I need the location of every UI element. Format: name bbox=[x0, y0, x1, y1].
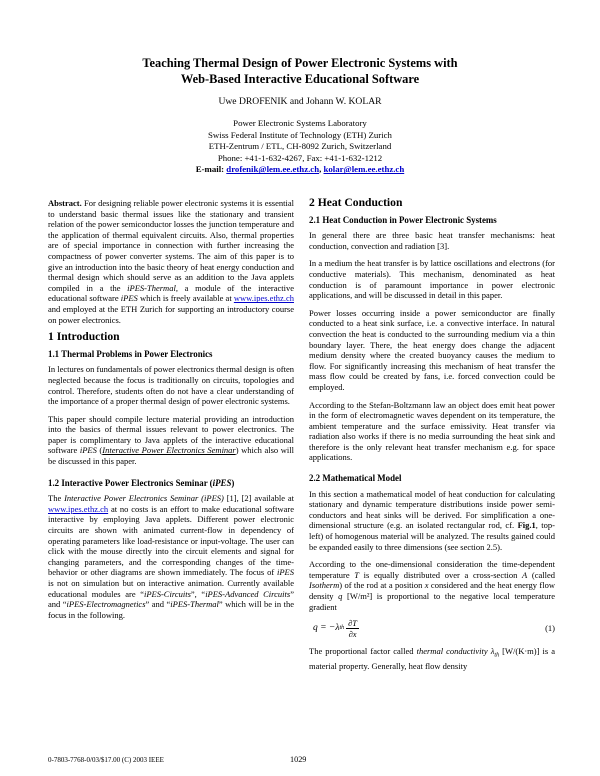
email-line bbox=[0, 164, 600, 176]
s1-p3-j: ” and “ bbox=[48, 588, 294, 610]
s2-p6-a: According to the one-dimensional consideration the time-dependent temperature bbox=[309, 559, 555, 580]
s1-p3-g: iPES-Circuits bbox=[143, 588, 191, 599]
section-1-2-heading bbox=[48, 478, 294, 489]
s2-p5-b: , top-left) of homogenous material will be analyzed. The results gained could be expanded easily to three dimensions (see section 2.5). bbox=[309, 520, 555, 552]
abstract-label: Abstract. bbox=[48, 198, 82, 208]
s2-p6-c: (called bbox=[527, 569, 555, 580]
abstract-text-5: which is freely available at bbox=[137, 293, 234, 304]
s2-paragraph-5 bbox=[309, 489, 555, 553]
s1-p3-h: ”, “ bbox=[190, 588, 206, 599]
section-2-1-heading: 2.1 Heat Conduction in Power Electronic Systems bbox=[309, 214, 497, 225]
s12-heading-a: 1.2 Interactive Power Electronics Seminar ( bbox=[48, 477, 213, 488]
abstract-ipes: iPES bbox=[120, 293, 138, 304]
email-link-drofenik[interactable]: drofenik@lem.ee.ethz.ch bbox=[226, 164, 320, 175]
section-2-heading: 2 Heat Conduction bbox=[309, 196, 403, 209]
authors: Uwe DROFENIK and Johann W. KOLAR bbox=[218, 96, 382, 107]
s1-p3-ipes-link[interactable]: www.ipes.ethz.ch bbox=[48, 503, 109, 514]
s1-p3-c: [1], [2] available at bbox=[223, 493, 294, 504]
abstract-text-6: and employed at the ETH Zurich for supporting an introductory course on power electronics. bbox=[48, 303, 294, 325]
s2-p6-A: A bbox=[522, 569, 528, 580]
equation-1-tag: (1) bbox=[545, 622, 555, 633]
title-line-2: Web-Based Interactive Educational Software bbox=[180, 72, 420, 86]
s1-paragraph-1: In lectures on fundamentals of power electronics thermal design is often neglected because the focus is traditionally on circuits, topologies and control. Therefore, students often do not have a clear understanding of the importance of a proper thermal design of power electronic systems. bbox=[48, 364, 294, 407]
abstract bbox=[48, 198, 294, 325]
s1-p2-seminar: Interactive Power Electronics Seminar bbox=[102, 445, 236, 456]
right-column bbox=[309, 198, 555, 679]
s1-p3-b: Interactive Power Electronics Seminar (iPES) bbox=[64, 493, 224, 504]
s2-p6-isotherm: Isotherm bbox=[309, 580, 340, 591]
s1-p3-d: at no costs is an effort to make educational software interactive by employing Java applets. Different power electronic circuits are shown with animated current-flow in dependency of operating parameters like load-resistance or input-voltage. The user can click with the mouse directly into the circuit elements and signal for changing parameters, and the corresponding changes of the time-behavior or other diagrams are shown immediately. The focus of bbox=[48, 503, 294, 578]
email-link-kolar[interactable]: kolar@lem.ee.ethz.ch bbox=[323, 164, 405, 175]
s1-p3-l: ” and “ bbox=[145, 599, 171, 610]
affil-line-2: Swiss Federal Institute of Technology (ETH) Zurich bbox=[208, 129, 392, 140]
eq-lhs: q = −λ bbox=[313, 622, 340, 633]
affiliation bbox=[0, 118, 600, 176]
eq-fraction bbox=[346, 618, 359, 639]
affil-line-1: Power Electronic Systems Laboratory bbox=[233, 118, 367, 128]
s2-paragraph-1: In general there are three basic heat transfer mechanisms: heat conduction, convection and radiation [3]. bbox=[309, 230, 555, 251]
email-separator: , bbox=[319, 164, 322, 175]
title-line-1: Teaching Thermal Design of Power Electronic Systems with bbox=[142, 56, 458, 70]
s1-p3-m: iPES-Thermal bbox=[170, 599, 219, 610]
s2-p6-d: ) of the rod at a position bbox=[339, 580, 425, 591]
s2-p7-b: thermal conductivity λ bbox=[416, 646, 495, 657]
s2-paragraph-7 bbox=[309, 646, 555, 672]
affil-line-3: ETH-Zentrum / ETL, CH-8092 Zurich, Switzerland bbox=[208, 141, 392, 152]
left-column bbox=[48, 198, 294, 627]
s1-p2-paren: ( bbox=[96, 445, 103, 456]
eq-numerator: ∂T bbox=[348, 617, 358, 628]
s12-heading-c: ) bbox=[231, 477, 235, 488]
s2-p6-e: considered and the heat energy flow density bbox=[309, 580, 555, 601]
affil-line-4: Phone: +41-1-632-4267, Fax: +41-1-632-1212 bbox=[217, 152, 383, 163]
s1-p3-f: is not on simulation but on interactive animation. Currently available educational modules are “ bbox=[48, 578, 294, 599]
section-2-2-heading: 2.2 Mathematical Model bbox=[309, 473, 402, 484]
eq-denominator: ∂x bbox=[348, 628, 357, 639]
section-1-heading: 1 Introduction bbox=[48, 330, 120, 344]
s2-paragraph-2: In a medium the heat transfer is by lattice oscillations and electrons (for conductive materials). This mechanism, denominated as heat conduction is of paramount importance in power electronic applications, and will be discussed in detail in this paper. bbox=[309, 258, 555, 301]
s1-p2-text-a: This paper should compile lecture material providing an introduction into the basics of thermal issues relevant to power electronics. The paper is complimentary to Java applets of the interactive educational software bbox=[48, 413, 294, 456]
s1-paragraph-3 bbox=[48, 493, 294, 620]
s2-p6-T: T bbox=[354, 569, 359, 580]
footer-copyright: 0-7803-7768-0/03/$17.00 (C) 2003 IEEE bbox=[48, 756, 164, 764]
s2-p7-c: th bbox=[494, 652, 500, 659]
s1-p3-n: ” which will be in the focus in the following. bbox=[48, 599, 294, 620]
s2-p6-q: q bbox=[338, 591, 343, 601]
s1-p2-text-e: ) which also will be discussed in this paper. bbox=[48, 445, 294, 467]
s2-p7-a: The proportional factor called bbox=[309, 646, 417, 657]
equation-1 bbox=[309, 616, 555, 640]
eq-sub: th bbox=[339, 624, 345, 631]
s2-paragraph-4: According to the Stefan-Boltzmann law an object does emit heat power in the form of electromagnetic waves dependent on its temperature, the ambient temperature and the surface emissivity. Heat transfer via radiation also works if there is no media surrounding the heat sink and therefore is the only relevant heat transfer mechanism e.g. for space applications. bbox=[309, 399, 555, 463]
abstract-text-3: , a module of the interactive educational software bbox=[48, 282, 294, 304]
s1-p3-a: The bbox=[48, 493, 65, 504]
s1-p3-e: iPES bbox=[277, 567, 294, 578]
section-1-1-heading: 1.1 Thermal Problems in Power Electronics bbox=[48, 348, 213, 359]
s2-paragraph-3: Power losses occurring inside a power semiconductor are finally conducted to a heat sink surface, i.e. a convective interface. In natural convection the heat is conducted to the surrounding medium via a thin boundary layer. There, the heat energy does change the adjacent medium density where the created buoyancy causes the medium to flow. For significantly increasing this mechanism of heat transfer the mass flow could be created by fans, i.e. forced convection could be employed. bbox=[309, 307, 555, 392]
s1-p3-k: iPES-Electromagnetics bbox=[66, 599, 146, 610]
abstract-ipes-link[interactable]: www.ipes.ethz.ch bbox=[233, 293, 294, 304]
paper-title bbox=[0, 55, 600, 87]
equation-1-body bbox=[309, 618, 361, 639]
abstract-text-1: For designing reliable power electronic systems it is essential to understand basic thermal issues like the stationary and transient relation of the power semiconductor losses the junction temperature and the application of thermal equivalent circuits. Also, thermal properties are of special importance in connection with further increasing the compactness of power converter systems. The aim of this paper is to give an introduction into the basic theory of heat energy conduction and thermal design which should serve as an addition to the Java applets compiled in a the bbox=[48, 198, 294, 293]
s2-p5-a: In this section a mathematical model of heat conduction for calculating stationary and dynamic temperature distributions inside power semi-conductors and heat sinks will be derived. For simplification a one-dimensional structure (e.g. an isolated rectangular rod, cf. bbox=[309, 488, 555, 531]
s1-p2-ipes: iPES bbox=[79, 445, 97, 456]
s1-p3-i: iPES-Advanced Circuits bbox=[205, 588, 291, 599]
s12-heading-ipes: iPES bbox=[212, 477, 232, 488]
s2-p6-b: is equally distributed over a cross-section bbox=[359, 569, 522, 580]
s2-p6-x: x bbox=[424, 580, 429, 591]
s2-p6-f: [W/m²] is proportional to the negative local temperature gradient bbox=[309, 591, 555, 612]
s1-paragraph-2 bbox=[48, 414, 294, 467]
email-label: E-mail: bbox=[195, 164, 225, 175]
s2-p5-fig-ref: Fig.1 bbox=[517, 520, 536, 531]
abstract-ipes-thermal: iPES-Thermal bbox=[127, 282, 176, 293]
page-number: 1029 bbox=[290, 755, 307, 764]
s2-p7-d: [W/(K·m)] is a material property. Generally, heat flow density bbox=[309, 646, 556, 672]
s2-paragraph-6 bbox=[309, 559, 555, 612]
